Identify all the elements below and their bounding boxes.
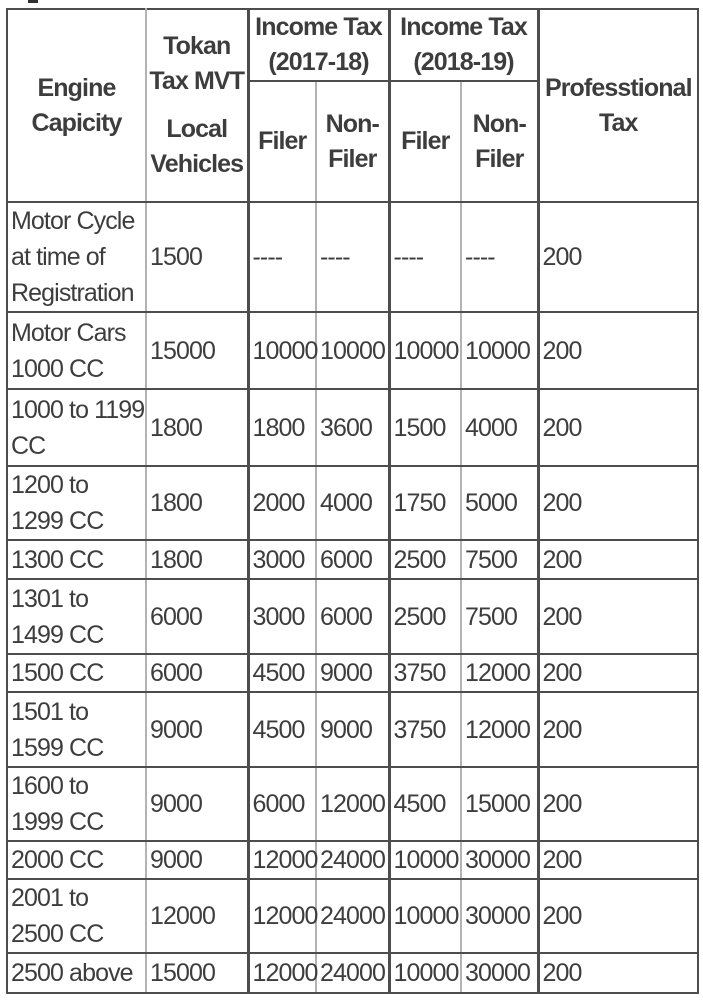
cell-professional-tax: 200	[538, 879, 698, 953]
cell-filer-2018: 3750	[389, 654, 461, 692]
cell-professional-tax: 200	[538, 466, 698, 540]
cell-non-filer-2017: 4000	[316, 466, 389, 540]
cell-non-filer-2017: 6000	[316, 579, 389, 654]
cell-engine-capacity: 2001 to 2500 CC	[7, 879, 146, 953]
cell-filer-2017: 3000	[248, 579, 316, 654]
tax-rate-table-container	[6, 8, 699, 994]
cell-tokan-tax: 1800	[146, 466, 248, 540]
cell-non-filer-2018: 7500	[461, 540, 538, 579]
table-row	[7, 202, 698, 312]
cell-engine-capacity: 1500 CC	[7, 654, 146, 692]
cell-non-filer-2017: 12000	[316, 767, 389, 841]
cell-non-filer-2017: 6000	[316, 540, 389, 579]
cell-filer-2017: 6000	[248, 767, 316, 841]
cell-professional-tax: 200	[538, 692, 698, 767]
cell-non-filer-2017: 24000	[316, 953, 389, 993]
table-row	[7, 879, 698, 953]
cell-tokan-tax: 6000	[146, 654, 248, 692]
cell-engine-capacity: 2000 CC	[7, 841, 146, 879]
cell-professional-tax: 200	[538, 202, 698, 312]
header-tokan-tax-line1: Tokan Tax MVT	[149, 32, 245, 95]
cell-non-filer-2017: ----	[316, 202, 389, 312]
cell-professional-tax: 200	[538, 312, 698, 389]
cell-filer-2018: 1500	[389, 389, 461, 466]
cell-tokan-tax: 9000	[146, 692, 248, 767]
table-row	[7, 654, 698, 692]
table-row	[7, 389, 698, 466]
cell-tokan-tax: 15000	[146, 953, 248, 993]
cell-non-filer-2017: 9000	[316, 654, 389, 692]
cell-professional-tax: 200	[538, 579, 698, 654]
screenshot-crop-artifact	[28, 0, 38, 3]
cell-filer-2018: 4500	[389, 767, 461, 841]
cell-engine-capacity: 1000 to 1199 CC	[7, 389, 146, 466]
table-row	[7, 692, 698, 767]
cell-non-filer-2018: 7500	[461, 579, 538, 654]
cell-filer-2018: 2500	[389, 579, 461, 654]
header-non-filer-2017: Non-Filer	[316, 81, 389, 202]
header-income-tax-2018-19: Income Tax (2018-19)	[389, 9, 538, 81]
header-engine-capacity: Engine Capicity	[7, 9, 146, 202]
cell-professional-tax: 200	[538, 389, 698, 466]
cell-non-filer-2018: 12000	[461, 654, 538, 692]
cell-engine-capacity: Motor Cars 1000 CC	[7, 312, 146, 389]
cell-tokan-tax: 1500	[146, 202, 248, 312]
cell-engine-capacity: 1600 to 1999 CC	[7, 767, 146, 841]
cell-engine-capacity: 1501 to 1599 CC	[7, 692, 146, 767]
table-row	[7, 312, 698, 389]
cell-engine-capacity: 2500 above	[7, 953, 146, 993]
header-income-tax-2017-18: Income Tax (2017-18)	[248, 9, 389, 81]
cell-non-filer-2017: 24000	[316, 841, 389, 879]
cell-tokan-tax: 6000	[146, 579, 248, 654]
cell-non-filer-2018: 30000	[461, 879, 538, 953]
cell-filer-2018: 10000	[389, 953, 461, 993]
header-professional-tax: Professtional Tax	[538, 9, 698, 202]
cell-non-filer-2018: 4000	[461, 389, 538, 466]
cell-professional-tax: 200	[538, 654, 698, 692]
table-row	[7, 579, 698, 654]
header-tokan-tax-line2: Local Vehicles	[150, 115, 244, 178]
cell-non-filer-2017: 3600	[316, 389, 389, 466]
cell-filer-2017: 3000	[248, 540, 316, 579]
cell-filer-2017: ----	[248, 202, 316, 312]
cell-professional-tax: 200	[538, 841, 698, 879]
cell-non-filer-2018: ----	[461, 202, 538, 312]
cell-professional-tax: 200	[538, 540, 698, 579]
cell-professional-tax: 200	[538, 953, 698, 993]
cell-filer-2018: ----	[389, 202, 461, 312]
cell-tokan-tax: 9000	[146, 767, 248, 841]
cell-filer-2018: 2500	[389, 540, 461, 579]
cell-engine-capacity: Motor Cycle at time of Registration	[7, 202, 146, 312]
table-row	[7, 953, 698, 993]
header-non-filer-2018: Non-Filer	[461, 81, 538, 202]
tokan-tax-text-block	[148, 12, 246, 200]
cell-engine-capacity: 1301 to 1499 CC	[7, 579, 146, 654]
table-row	[7, 540, 698, 579]
cell-non-filer-2018: 30000	[461, 841, 538, 879]
cell-non-filer-2018: 30000	[461, 953, 538, 993]
cell-non-filer-2017: 24000	[316, 879, 389, 953]
cell-non-filer-2018: 12000	[461, 692, 538, 767]
cell-filer-2017: 2000	[248, 466, 316, 540]
vehicle-tax-table	[6, 8, 699, 994]
cell-filer-2017: 12000	[248, 879, 316, 953]
cell-filer-2018: 1750	[389, 466, 461, 540]
cell-filer-2017: 1800	[248, 389, 316, 466]
cell-tokan-tax: 9000	[146, 841, 248, 879]
cell-filer-2017: 4500	[248, 654, 316, 692]
cell-non-filer-2018: 10000	[461, 312, 538, 389]
cell-non-filer-2017: 9000	[316, 692, 389, 767]
cell-engine-capacity: 1300 CC	[7, 540, 146, 579]
header-filer-2018: Filer	[389, 81, 461, 202]
cell-filer-2018: 10000	[389, 841, 461, 879]
cell-professional-tax: 200	[538, 767, 698, 841]
cell-tokan-tax: 12000	[146, 879, 248, 953]
cell-filer-2018: 10000	[389, 312, 461, 389]
cell-filer-2018: 3750	[389, 692, 461, 767]
cell-non-filer-2017: 10000	[316, 312, 389, 389]
cell-filer-2017: 12000	[248, 953, 316, 993]
cell-filer-2017: 12000	[248, 841, 316, 879]
cell-non-filer-2018: 15000	[461, 767, 538, 841]
header-tokan-tax-mvt	[146, 9, 248, 202]
table-row	[7, 767, 698, 841]
cell-filer-2017: 4500	[248, 692, 316, 767]
header-filer-2017: Filer	[248, 81, 316, 202]
cell-tokan-tax: 1800	[146, 389, 248, 466]
cell-tokan-tax: 1800	[146, 540, 248, 579]
cell-engine-capacity: 1200 to 1299 CC	[7, 466, 146, 540]
table-row	[7, 841, 698, 879]
cell-tokan-tax: 15000	[146, 312, 248, 389]
cell-filer-2017: 10000	[248, 312, 316, 389]
cell-non-filer-2018: 5000	[461, 466, 538, 540]
table-row	[7, 466, 698, 540]
cell-filer-2018: 10000	[389, 879, 461, 953]
